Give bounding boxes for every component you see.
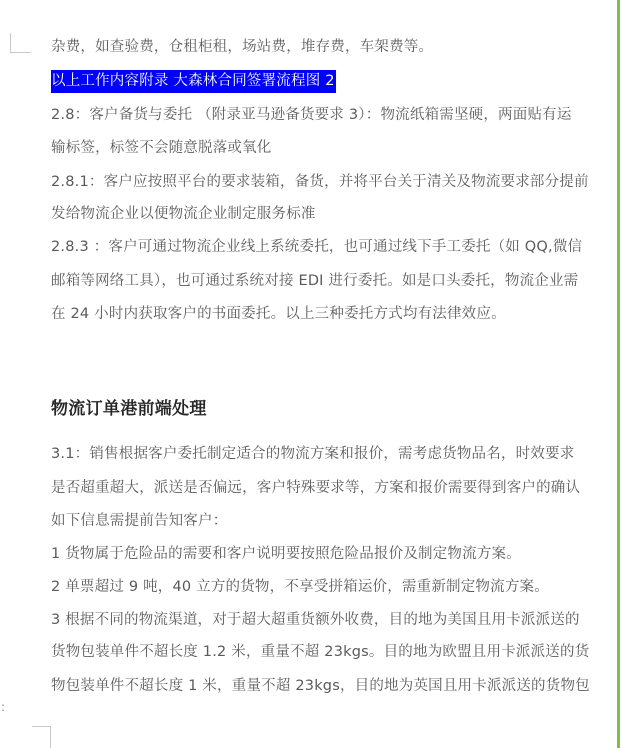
page-corner-mark-bottom-vertical bbox=[50, 726, 51, 748]
paragraph-line[interactable]: 3.1：销售根据客户委托制定适合的物流方案和报价，需考虑货物品名，时效要求 bbox=[51, 446, 575, 462]
page-corner-mark-bottom bbox=[32, 726, 50, 727]
margin-mark: : bbox=[1, 700, 6, 714]
paragraph-line[interactable]: 2.8.1：客户应按照平台的要求装箱，备货，并将平台关于清关及物流要求部分提前 bbox=[51, 174, 589, 190]
paragraph-line[interactable]: 2 单票超过 9 吨，40 立方的货物，不享受拼箱运价，需重新制定物流方案。 bbox=[51, 579, 549, 595]
paragraph-line[interactable]: 发给物流企业以便物流企业制定服务标准 bbox=[51, 206, 316, 222]
section-heading[interactable]: 物流订单港前端处理 bbox=[51, 399, 207, 419]
paragraph-line[interactable]: 2.8.3 ：客户可通过物流企业线上系统委托，也可通过线下手工委托（如 QQ,微信 bbox=[51, 239, 583, 255]
paragraph-line[interactable]: 货物包装单件不超长度 1.2 米，重量不超 23kgs。目的地为欧盟且用卡派派送的货 bbox=[51, 644, 590, 660]
paragraph-line[interactable]: 是否超重超大，派送是否偏远，客户特殊要求等，方案和报价需要得到客户的确认 bbox=[51, 480, 581, 496]
page-edge-indicator bbox=[617, 0, 620, 748]
selected-text-line[interactable]: 以上工作内容附录 大森林合同签署流程图 2 bbox=[51, 70, 336, 93]
paragraph-line[interactable]: 杂费，如查验费，仓租柜租，场站费，堆存费，车架费等。 bbox=[51, 39, 434, 55]
paragraph-line[interactable]: 2.8：客户备货与委托 （附录亚马逊备货要求 3）：物流纸箱需坚硬，两面贴有运 bbox=[51, 107, 572, 123]
paragraph-line[interactable]: 物包装单件不超长度 1 米，重量不超 23kgs，目的地为英国且用卡派派送的货物包 bbox=[51, 678, 590, 694]
paragraph-line[interactable]: 3 根据不同的物流渠道，对于超大超重货额外收费，目的地为美国且用卡派派送的 bbox=[51, 612, 580, 628]
paragraph-line[interactable]: 1 货物属于危险品的需要和客户说明要按照危险品报价及制定物流方案。 bbox=[51, 546, 521, 562]
paragraph-line[interactable]: 邮箱等网络工具），也可通过系统对接 EDI 进行委托。如是口头委托，物流企业需 bbox=[51, 273, 579, 289]
paragraph-line[interactable]: 在 24 小时内获取客户的书面委托。以上三种委托方式均有法律效应。 bbox=[51, 306, 506, 322]
paragraph-line[interactable]: 如下信息需提前告知客户： bbox=[51, 513, 228, 529]
paragraph-line[interactable]: 输标签，标签不会随意脱落或氧化 bbox=[51, 140, 272, 156]
